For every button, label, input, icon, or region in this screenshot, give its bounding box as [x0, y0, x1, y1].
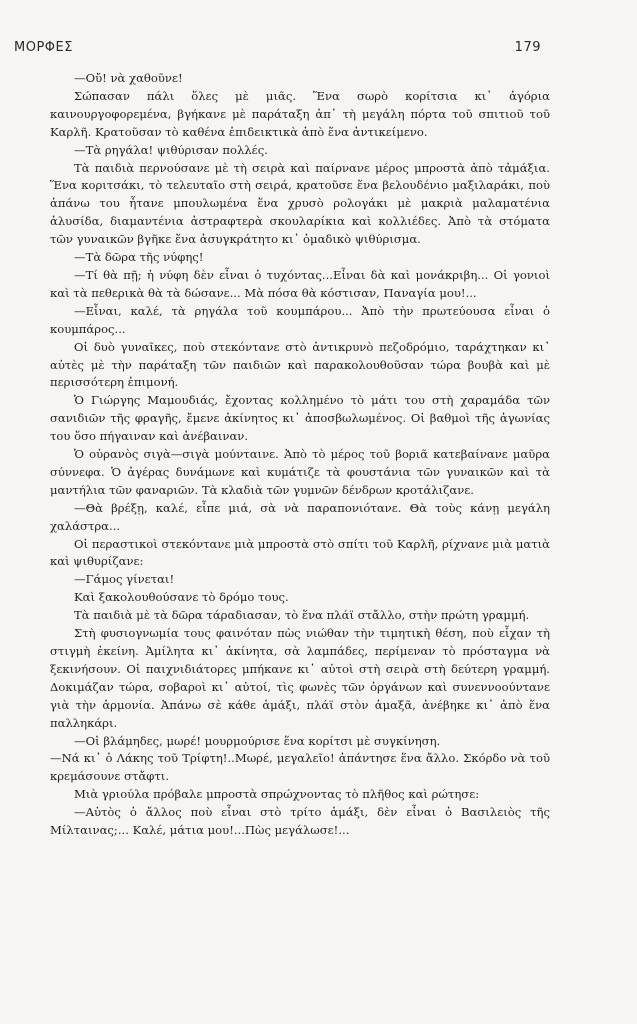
paragraph: Οἱ περαστικοὶ στεκόντανε μιὰ μπροστὰ στὸ σπίτι τοῦ Καρλῆ, ρίχνανε μιὰ ματιὰ καὶ ψιθυρίζανε:: [50, 536, 550, 569]
running-title: ΜΟΡΦΕΣ: [14, 40, 73, 55]
paragraph: —Αὐτὸς ὁ ἄλλος ποὺ εἶναι στὸ τρίτο ἁμάξι, δὲν εἶναι ὁ Βασιλειὸς τῆς Μίλταινας;... Καλέ, μάτια μου!...Πὼς μεγάλωσε!...: [50, 805, 550, 838]
paragraph: Ὁ οὐρανὸς σιγὰ—σιγὰ μούνταινε. Ἀπὸ τὸ μέρος τοῦ βοριᾶ κατεβαίνανε μαῦρα σύννεφα. Ὁ ἀγέρας δυνάμωνε καὶ κυμάτιζε τὰ φουστάνια τῶν γυναικῶν καὶ τὰ μαντήλια τῶν φαναριῶν. Τὰ κλαδιὰ τῶν γυμνῶν δένδρων κροτάλιζανε.: [50, 447, 550, 497]
paragraph: Καὶ ξακολουθούσανε τὸ δρόμο τους.: [74, 590, 289, 605]
paragraph: Ὁ Γιώργης Μαμουδιάς, ἔχοντας κολλημένο τὸ μάτι του στὴ χαραμάδα τῶν σανιδιῶν τῆς φραγῆς, ἔμενε ἀκίνητος κι᾽ ἀποσβωλωμένος. Οἱ βαθμοὶ τῆς ἀγωνίας του ὅσο πήγαιναν καὶ ἀνέβαιναν.: [50, 393, 550, 444]
paragraph: —Τὰ ρηγάλα! ψιθύρισαν πολλές.: [74, 142, 268, 157]
paragraph: —Θὰ βρέξῃ, καλέ, εἶπε μιά, σὰ νὰ παραπονιότανε. Θὰ τοὺς κάνῃ μεγάλη χαλάστρα...: [50, 500, 550, 533]
paragraph: Μιὰ γριούλα πρόβαλε μπροστὰ σπρώχνοντας τὸ πλῆθος καὶ ρώτησε:: [74, 787, 480, 802]
paragraph: —Τὰ δῶρα τῆς νύφης!: [74, 250, 204, 265]
paragraph: —Εἶναι, καλέ, τὰ ρηγάλα τοῦ κουμπάρου... Ἀπὸ τὴν πρωτεύουσα εἶναι ὁ κουμπάρος...: [50, 303, 550, 336]
paragraph: Τὰ παιδιὰ μὲ τὰ δῶρα τάραδιασαν, τὸ ἕνα πλάϊ στἄλλο, στὴν πρώτη γραμμή.: [74, 608, 530, 623]
paragraph: Στὴ φυσιογνωμία τους φαινόταν πὼς νιώθαν τὴν τιμητικὴ θέση, ποὺ εἶχαν τὴ στιγμὴ ἐκείνη. Ἀμίλητα κι᾽ ἀκίνητα, σὰ λαμπάδες, περίμεναν τὸ πρόσταγμα νὰ ξεκινήσουν. Οἱ παιχνιδιάτορες μπήκανε κι᾽ αὐτοὶ στὴ σειρὰ στὴ δεύτερη γραμμή. Δοκιμάζαν τώρα, σοβαροὶ κι᾽ αὐτοί, τὶς φωνὲς τῶν ὀργάνων καὶ συνεννοούντανε γιὰ τὴν ἁρμονία. Ἀπάνω σὲ κάθε ἁμάξι, πλάϊ στὸν ἁμαξᾶ, ἀνέβηκε κι᾽ ἀπὸ ἕνα παλληκάρι.: [50, 626, 550, 730]
paragraph: —Οὔ! νὰ χαθοῦνε!: [74, 71, 183, 85]
page-body: [50, 70, 550, 840]
paragraph: —Γάμος γίνεται!: [74, 572, 175, 587]
paragraph: —Τί θὰ πῇ; ἡ νύφη δὲν εἶναι ὁ τυχόντας...Εἶναι δὰ καὶ μονάκριβη... Οἱ γονιοὶ καὶ τὰ πεθερικὰ θὰ τὰ δώσανε... Μὰ πόσα θὰ κόστισαν, Παναγία μου!...: [50, 267, 550, 300]
paragraph: —Νά κι᾽ ὁ Λάκης τοῦ Τρίφτη!..Μωρέ, μεγαλεῖο! ἀπάντησε ἕνα ἄλλο. Σκόρδο νὰ τοῦ κρεμάσουνε στἄφτι.: [50, 751, 550, 784]
paragraph: Τὰ παιδιὰ περνούσανε μὲ τὴ σειρὰ καὶ παίρνανε μέρος μπροστὰ ἀπὸ τἀμάξια. Ἕνα κοριτσάκι, τὸ τελευταῖο στὴ σειρά, κρατοῦσε ἕνα βελουδένιο μαξιλαράκι, ποὺ ἀπάνω του ἦτανε μπουλωμένα ἕνα χρυσὸ ρολογάκι μὲ μακριὰ μαλαματένια ἁλυσίδα, διαμαντένια ἀστραφτερὰ σκουλαρίκια καὶ κολλιέδες. Ἀπὸ τὰ στόματα τῶν γυναικῶν βγῆκε ἕνα ἀσυγκράτητο κι᾽ ὁμαδικὸ ψιθύρισμα.: [50, 160, 550, 247]
paragraph: Οἱ δυὸ γυναῖκες, ποὺ στεκόντανε στὸ ἀντικρυνὸ πεζοδρόμιο, ταράχτηκαν κι᾽ αὐτὲς μὲ τὴν παράταξη τῶν παιδιῶν καὶ παρακολουθοῦσαν τώρα βουβὰ καὶ μὲ περισσότερη ἐπιμονή.: [50, 339, 550, 390]
paragraph: —Οἱ βλάμηδες, μωρέ! μουρμούρισε ἕνα κορίτσι μὲ συγκίνηση.: [74, 733, 441, 748]
paragraph: Σώπασαν πάλι ὅλες μὲ μιᾶς. Ἕνα σωρὸ κορίτσια κι᾽ ἀγόρια καινουργοφορεμένα, βγήκανε μὲ παράταξη ἀπ᾽ τὴ μεγάλη πόρτα τοῦ σπιτιοῦ τοῦ Καρλῆ. Κρατοῦσαν τὸ καθένα ἐπιδεικτικὰ ἀπὸ ἕνα ἀντικείμενο.: [50, 88, 550, 139]
running-header: [14, 40, 541, 55]
page-number: 179: [514, 40, 541, 55]
